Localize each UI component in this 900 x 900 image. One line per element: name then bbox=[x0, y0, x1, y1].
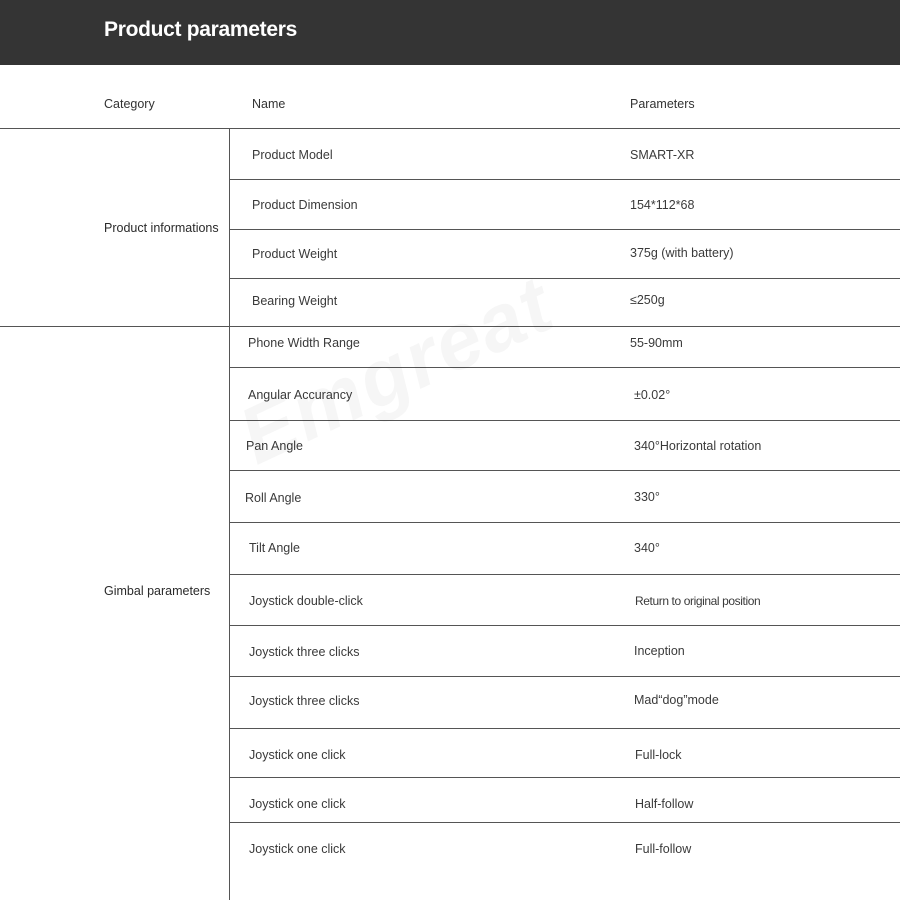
row-value: 55-90mm bbox=[630, 336, 683, 350]
row-value: Mad“dog”mode bbox=[634, 693, 719, 707]
row-value: 340° bbox=[634, 541, 660, 555]
category-product-informations: Product informations bbox=[104, 221, 219, 235]
row-value: Full-lock bbox=[635, 748, 682, 762]
row-value: Full-follow bbox=[635, 842, 692, 856]
header-divider bbox=[0, 128, 900, 129]
page-title: Product parameters bbox=[104, 18, 298, 41]
row-name: Product Dimension bbox=[252, 198, 358, 212]
row-name: Bearing Weight bbox=[252, 294, 338, 308]
column-header-category: Category bbox=[104, 97, 155, 111]
row-name: Joystick one click bbox=[249, 748, 346, 762]
row-name: Joystick one click bbox=[249, 842, 346, 856]
row-divider bbox=[229, 367, 900, 368]
column-header-parameters: Parameters bbox=[630, 97, 695, 111]
header-bar bbox=[0, 0, 900, 65]
row-name: Joystick double-click bbox=[249, 594, 363, 608]
row-name: Roll Angle bbox=[245, 491, 302, 505]
row-value: Return to original position bbox=[635, 594, 761, 608]
row-name: Joystick one click bbox=[249, 797, 346, 811]
row-value: Half-follow bbox=[635, 797, 694, 811]
category-column-divider bbox=[229, 128, 230, 900]
row-divider bbox=[229, 179, 900, 180]
row-name: Joystick three clicks bbox=[249, 645, 360, 659]
group-divider bbox=[0, 326, 900, 327]
row-divider bbox=[229, 777, 900, 778]
row-value: 340°Horizontal rotation bbox=[634, 439, 762, 453]
row-divider bbox=[229, 822, 900, 823]
row-value: SMART-XR bbox=[630, 148, 695, 162]
row-value: 330° bbox=[634, 490, 660, 504]
row-name: Tilt Angle bbox=[249, 541, 300, 555]
row-name: Phone Width Range bbox=[248, 336, 360, 350]
row-value: 375g (with battery) bbox=[630, 246, 734, 260]
category-gimbal-parameters: Gimbal parameters bbox=[104, 584, 211, 598]
row-value: ≤250g bbox=[630, 293, 665, 307]
row-divider bbox=[229, 278, 900, 279]
row-name: Product Weight bbox=[252, 247, 338, 261]
row-divider bbox=[229, 676, 900, 677]
row-name: Pan Angle bbox=[246, 439, 303, 453]
row-divider bbox=[229, 420, 900, 421]
row-name: Joystick three clicks bbox=[249, 694, 360, 708]
row-value: ±0.02° bbox=[634, 388, 671, 402]
row-divider bbox=[229, 574, 900, 575]
column-header-name: Name bbox=[252, 97, 286, 111]
row-divider bbox=[229, 728, 900, 729]
row-divider bbox=[229, 229, 900, 230]
row-divider bbox=[229, 522, 900, 523]
row-value: 154*112*68 bbox=[630, 198, 695, 212]
row-value: Inception bbox=[634, 644, 685, 658]
row-name: Angular Accurancy bbox=[248, 388, 353, 402]
row-divider bbox=[229, 470, 900, 471]
row-name: Product Model bbox=[252, 148, 333, 162]
row-divider bbox=[229, 625, 900, 626]
